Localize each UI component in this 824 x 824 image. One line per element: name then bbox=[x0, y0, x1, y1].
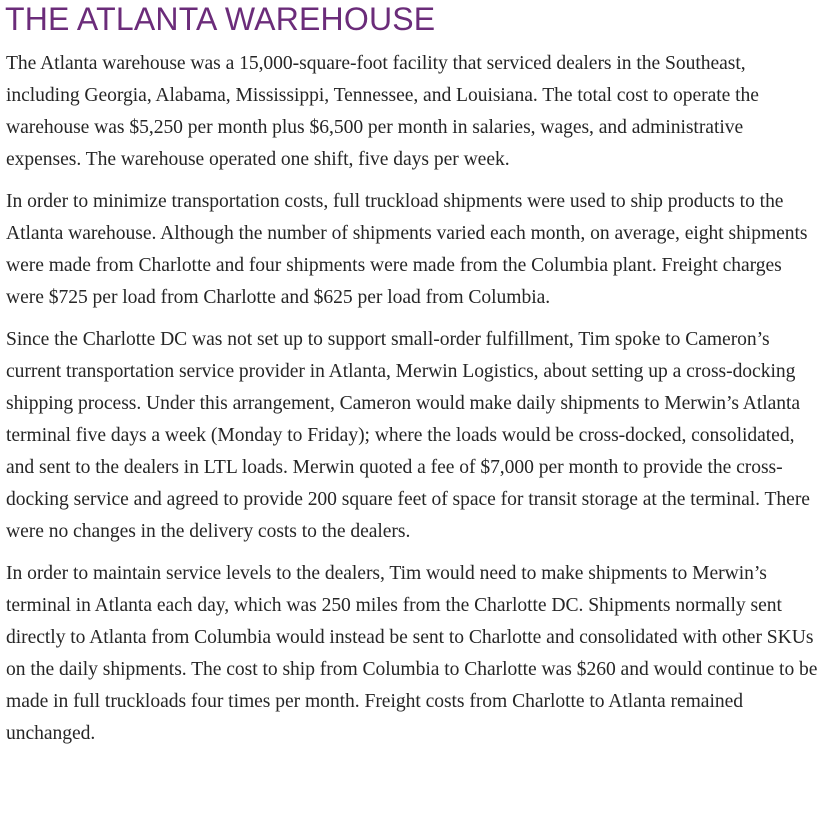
paragraph-service-levels: In order to maintain service levels to the dealers, Tim would need to make shipments to Merwin’s terminal in Atlanta each day, which was 250 miles from the Charlotte DC. Shipments normally sent directly to Atlanta from Columbia would instead be sent to Charlotte and consolidated with other SKUs on the daily shipments. The cost to ship from Columbia to Charlotte was $260 and would continue to be made in full truckloads four times per month. Freight costs from Charlotte to Atlanta remained unchanged. bbox=[6, 563, 818, 744]
paragraph-cross-docking: Since the Charlotte DC was not set up to support small-order fulfillment, Tim spoke to Cameron’s current transportation service provider in Atlanta, Merwin Logistics, about setting up a cross-docking shipping process. Under this arrangement, Cameron would make daily shipments to Merwin’s Atlanta terminal five days a week (Monday to Friday); where the loads would be cross-docked, consolidated, and sent to the dealers in LTL loads. Merwin quoted a fee of $7,000 per month to provide the cross-docking service and agreed to provide 200 square feet of space for transit storage at the terminal. There were no changes in the delivery costs to the dealers. bbox=[6, 329, 810, 542]
paragraph-atlanta-warehouse: The Atlanta warehouse was a 15,000-square-foot facility that serviced dealers in the Southeast, including Georgia, Alabama, Mississippi, Tennessee, and Louisiana. The total cost to operate the warehouse was $5,250 per month plus $6,500 per month in salaries, wages, and administrative expenses. The warehouse operated one shift, five days per week. bbox=[6, 53, 759, 170]
page-title: THE ATLANTA WAREHOUSE bbox=[5, 1, 436, 37]
paragraph-transportation-costs: In order to minimize transportation costs, full truckload shipments were used to ship products to the Atlanta warehouse. Although the number of shipments varied each month, on average, eight shipments were made from Charlotte and four shipments were made from the Columbia plant. Freight charges were $725 per load from Charlotte and $625 per load from Columbia. bbox=[6, 191, 808, 308]
